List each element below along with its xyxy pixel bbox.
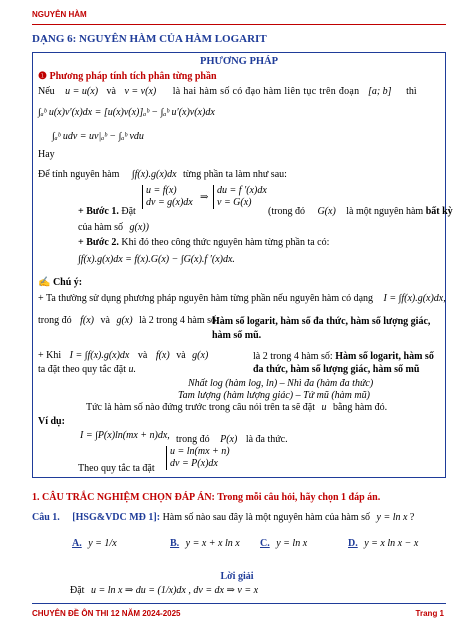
- method-heading: PHƯƠNG PHÁP: [199, 56, 279, 67]
- footer-left: CHUYÊN ĐỀ ÔN THI 12 NĂM 2024-2025: [32, 609, 181, 618]
- example-rule: Theo quy tắc ta đặt: [78, 463, 155, 474]
- hay-label: Hay: [38, 149, 55, 160]
- header-label: NGUYÊN HÀM: [32, 10, 87, 19]
- step1-system-left: u = f(x) dv = g(x)dx: [142, 185, 193, 209]
- example-note: trong đó P(x) là đa thức.: [176, 434, 288, 445]
- solution-line: Đặt u = ln x ⇒ du = (1/x)dx , dv = dx ⇒ v = x: [70, 585, 259, 596]
- note1-row-2: trong đó f(x) và g(x) là 2 trong 4 hàm số:: [38, 315, 219, 326]
- step2-formula: ∫f(x).g(x)dx = f(x).G(x) − ∫G(x).f ′(x)dx.: [78, 254, 235, 265]
- page-title: DẠNG 6: NGUYÊN HÀM CỦA HÀM LOGARIT: [32, 33, 267, 45]
- note1-row: + Ta thường sử dụng phương pháp nguyên hàm từng phần nếu nguyên hàm có dạng I = ∫f(x).g(x)dx,: [38, 293, 446, 304]
- step1-row: + Bước 1. Đặt: [78, 206, 136, 217]
- example-system: u = ln(mx + n) dv = P(x)dx: [166, 446, 230, 470]
- solution-heading: Lời giải: [220, 571, 254, 582]
- rule-line-1: Nhất log (hàm log, ln) – Nhì đa (hàm đa thức): [188, 378, 374, 389]
- section-heading: 1. CÂU TRẮC NGHIỆM CHỌN ĐÁP ÁN: Trong mỗi câu hỏi, hãy chọn 1 đáp án.: [32, 492, 381, 503]
- method-subheading: ❶ Phương pháp tính tích phân từng phần: [38, 71, 217, 82]
- note-title: ✍ Chú ý:: [38, 277, 83, 288]
- option-d[interactable]: D. y = x ln x − x: [348, 538, 419, 549]
- footer-page-number: Trang 1: [415, 609, 444, 618]
- step1-note: (trong đó G(x) là một nguyên hàm bất kỳ: [268, 206, 453, 217]
- step1-system-right: du = f ′(x)dx v = G(x): [213, 185, 267, 209]
- note2-text: là 2 trong 4 hàm số: Hàm số logarit, hàm số đa thức, hàm số lượng giác, hàm số mũ: [253, 351, 434, 375]
- option-c[interactable]: C. y = ln x: [260, 538, 308, 549]
- note2-row: + Khi I = ∫f(x).g(x)dx và f(x) và g(x): [38, 350, 209, 361]
- parts-formula-2: ∫ₐᵇ udv = uv|ₐᵇ − ∫ₐᵇ vdu: [52, 131, 144, 142]
- header-divider: [32, 24, 446, 25]
- example-label: Ví dụ:: [38, 416, 65, 427]
- step1-arrow: ⇒: [200, 192, 209, 203]
- parts-formula-2-row: [38, 131, 144, 142]
- step2-row: + Bước 2. Khi đó theo công thức nguyên hàm từng phần ta có:: [78, 237, 330, 248]
- question-1: Câu 1. [HSG&VDC MĐ 1]: Hàm số nào sau đây là một nguyên hàm của hàm số y = ln x ?: [32, 512, 415, 523]
- note1-bold: Hàm số logarit, hàm số đa thức, hàm số lượng giác, hàm số mũ.: [212, 316, 431, 341]
- intro-line: Nếu u = u(x) và v = v(x) là hai hàm số có đạo hàm liên tục trên đoạn [a; b] thì: [38, 86, 417, 97]
- rule-line-3: Tức là hàm số nào đứng trước trong câu nói trên ta sẽ đặt u bằng hàm đó.: [86, 402, 388, 413]
- option-a[interactable]: A. y = 1/x: [72, 538, 117, 549]
- footer-divider: [32, 603, 446, 604]
- calc-line: Để tính nguyên hàm ∫f(x).g(x)dx từng phần ta làm như sau:: [38, 169, 287, 180]
- parts-formula-1: ∫ₐᵇ u(x)v′(x)dx = [u(x)v(x)]ₐᵇ − ∫ₐᵇ u′(x)v(x)dx: [38, 107, 215, 118]
- rule-line-2: Tam lượng (hàm lượng giác) – Tứ mũ (hàm mũ): [178, 390, 370, 401]
- step1-note-cont: của hàm số g(x)): [78, 222, 149, 233]
- option-b[interactable]: B. y = x + x ln x: [170, 538, 240, 549]
- note2-text-cont: ta đặt theo quy tắc đặt u.: [38, 364, 137, 375]
- example-row: I = ∫P(x)ln(mx + n)dx,: [80, 430, 170, 441]
